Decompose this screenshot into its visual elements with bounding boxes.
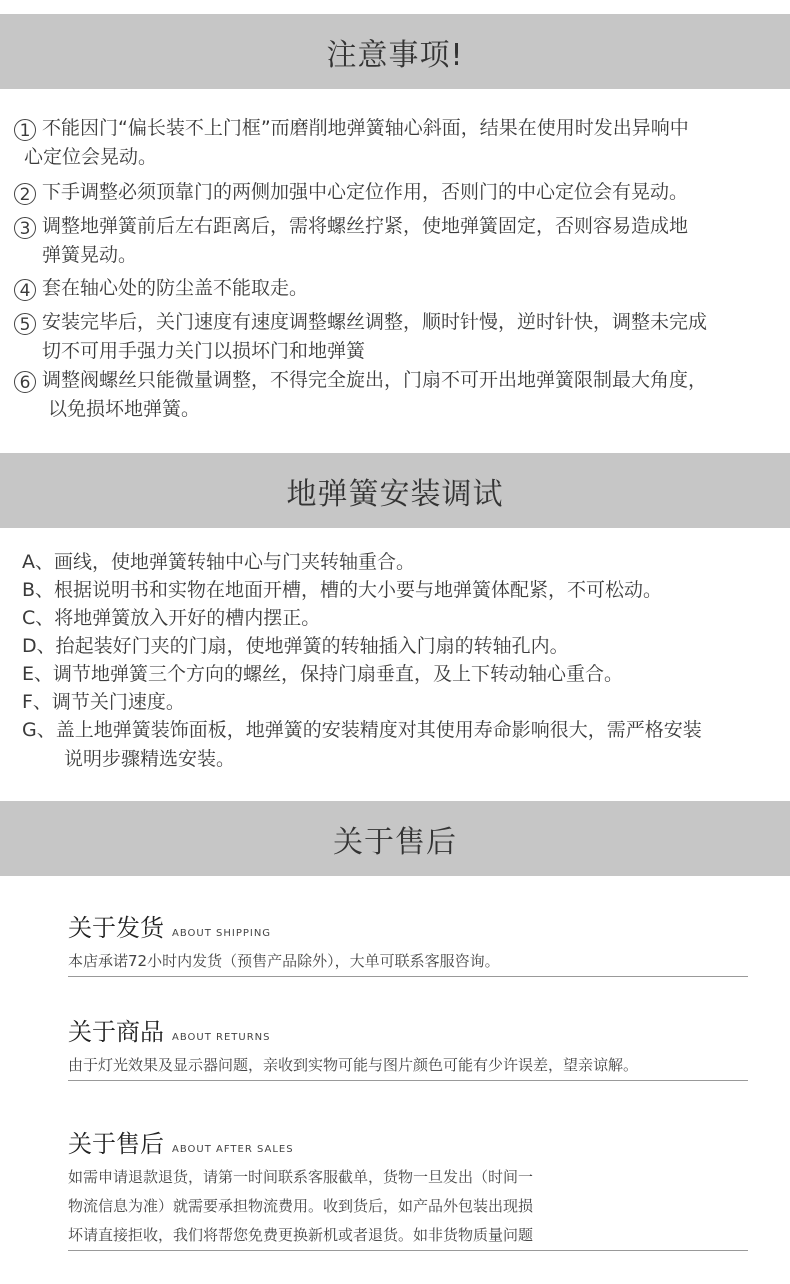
service-line: 物流信息为准）就需要承担物流费用。收到货后，如产品外包装出现损 <box>68 1197 534 1215</box>
step-item <box>22 660 782 689</box>
note-text: 不能因门“偏长装不上门框”而磨削地弹簧轴心斜面，结果在使用时发出异响中 <box>42 117 689 139</box>
note-number: 2 <box>14 183 36 205</box>
note-text: 套在轴心处的防尘盖不能取走。 <box>42 277 309 299</box>
note-item <box>14 114 784 172</box>
step-text: A、画线，使地弹簧转轴中心与门夹转轴重合。 <box>22 551 415 573</box>
returns-subtitle: ABOUT RETURNS <box>172 1032 271 1043</box>
note-item <box>14 308 784 366</box>
step-text: C、将地弹簧放入开好的槽内摆正。 <box>22 607 321 629</box>
note-text: 调整地弹簧前后左右距离后，需将螺丝拧紧，使地弹簧固定，否则容易造成地 <box>42 215 689 237</box>
note-number: 5 <box>14 313 36 335</box>
step-item <box>22 632 782 661</box>
shipping-text <box>68 947 748 977</box>
note-text: 安装完毕后，关门速度有速度调整螺丝调整，顺时针慢，逆时针快，调整未完成 <box>42 311 708 333</box>
note-item <box>14 178 784 207</box>
shipping-subtitle: ABOUT SHIPPING <box>172 928 272 939</box>
step-text: B、根据说明书和实物在地面开槽，槽的大小要与地弹簧体配紧，不可松动。 <box>22 579 663 601</box>
shipping-block <box>68 908 748 977</box>
note-item <box>14 274 784 303</box>
aftersales-header <box>0 801 790 876</box>
step-text: G、盖上地弹簧装饰面板，地弹簧的安装精度对其使用寿命影响很大，需严格安装 <box>22 719 702 741</box>
returns-text <box>68 1051 748 1081</box>
note-text-cont: 心定位会晃动。 <box>24 146 158 168</box>
step-text: D、抬起装好门夹的门扇，使地弹簧的转轴插入门扇的转轴孔内。 <box>22 635 569 657</box>
note-text-cont: 弹簧晃动。 <box>42 244 138 266</box>
step-item <box>22 716 782 774</box>
note-text-cont: 以免损坏地弹簧。 <box>48 398 201 420</box>
aftersales-title: 关于售后 <box>333 824 457 860</box>
note-text: 调整阀螺丝只能微量调整，不得完全旋出，门扇不可开出地弹簧限制最大角度， <box>42 369 708 391</box>
service-subtitle: ABOUT AFTER SALES <box>172 1144 294 1155</box>
step-text: E、调节地弹簧三个方向的螺丝，保持门扇垂直，及上下转动轴心重合。 <box>22 663 624 685</box>
note-text: 下手调整必须顶靠门的两侧加强中心定位作用，否则门的中心定位会有晃动。 <box>42 181 689 203</box>
notice-title: 注意事项! <box>326 37 464 73</box>
service-line: 如需申请退款退货，请第一时间联系客服截单，货物一旦发出（时间一 <box>68 1168 534 1186</box>
note-number: 1 <box>14 119 36 141</box>
step-item <box>22 688 782 717</box>
service-title: 关于售后 <box>68 1130 164 1158</box>
note-number: 4 <box>14 279 36 301</box>
note-number: 6 <box>14 371 36 393</box>
step-item <box>22 576 782 605</box>
service-line: 坏请直接拒收，我们将帮您免费更换新机或者退货。如非货物质量问题 <box>68 1226 534 1244</box>
step-text-cont: 说明步骤精选安装。 <box>64 748 236 770</box>
returns-block <box>68 1012 748 1081</box>
step-text: F、调节关门速度。 <box>22 691 185 713</box>
returns-line: 由于灯光效果及显示器问题，亲收到实物可能与图片颜色可能有少许误差，望亲谅解。 <box>68 1056 639 1074</box>
service-block <box>68 1124 748 1251</box>
shipping-line: 本店承诺72小时内发货（预售产品除外），大单可联系客服咨询。 <box>68 952 500 970</box>
step-item <box>22 548 782 577</box>
note-item <box>14 212 784 270</box>
returns-title: 关于商品 <box>68 1018 164 1046</box>
note-text-cont: 切不可用手强力关门以损坏门和地弹簧 <box>42 340 366 362</box>
notice-header <box>0 14 790 89</box>
service-text <box>68 1163 748 1251</box>
shipping-title: 关于发货 <box>68 914 164 942</box>
note-item <box>14 366 784 424</box>
note-number: 3 <box>14 217 36 239</box>
step-item <box>22 604 782 633</box>
install-header <box>0 453 790 528</box>
install-title: 地弹簧安装调试 <box>286 476 504 512</box>
